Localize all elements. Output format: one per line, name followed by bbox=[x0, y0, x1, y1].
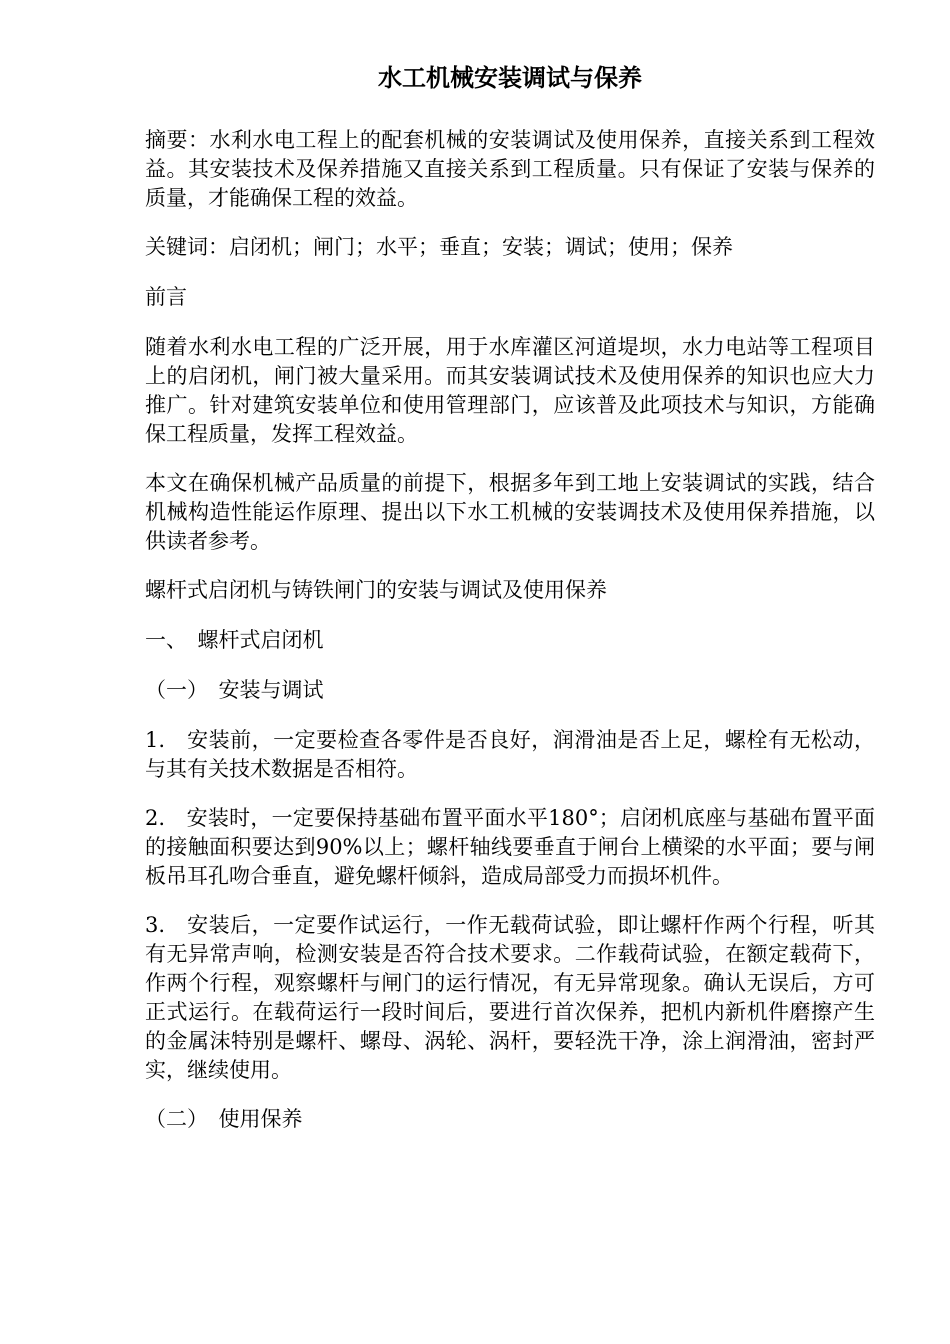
preface-paragraph-2: 本文在确保机械产品质量的前提下，根据多年到工地上安装调试的实践，结合机械构造性能运作原理、提出以下水工机械的安装调技术及使用保养措施，以供读者参考。 bbox=[145, 471, 875, 553]
list-item-3: 3. 安装后，一定要作试运行，一作无载荷试验，即让螺杆作两个行程，听其有无异常声响，检测安装是否符合技术要求。二作载荷试验，在额定载荷下，作两个行程，观察螺杆与闸门的运行情况，有无异常现象。确认无误后，方可正式运行。在载荷运行一段时间后，要进行首次保养，把机内新机件磨擦产生的金属沫特别是螺杆、螺母、涡轮、涡杆，要轻洗干净，涂上润滑油，密封严实，继续使用。 bbox=[145, 913, 875, 1082]
document-title: 水工机械安装调试与保养 bbox=[378, 64, 642, 92]
list-item-2: 2. 安装时，一定要保持基础布置平面水平180°；启闭机底座与基础布置平面的接触面积要达到90%以上；螺杆轴线要垂直于闸台上横梁的水平面；要与闸板吊耳孔吻合垂直，避免螺杆倾斜，造成局部受力而损坏机件。 bbox=[145, 806, 875, 888]
preface-paragraph-1: 随着水利水电工程的广泛开展，用于水库灌区河道堤坝，水力电站等工程项目上的启闭机，闸门被大量采用。而其安装调试技术及使用保养的知识也应大力推广。针对建筑安装单位和使用管理部门，应该普及此项技术与知识，方能确保工程质量，发挥工程效益。 bbox=[145, 335, 875, 446]
subsection-heading-2: （二） 使用保养 bbox=[145, 1107, 303, 1131]
list-item-1: 1. 安装前，一定要检查各零件是否良好，润滑油是否上足，螺栓有无松动，与其有关技术数据是否相符。 bbox=[145, 728, 875, 781]
subsection-heading-1: （一） 安装与调试 bbox=[145, 678, 324, 702]
section-title: 螺杆式启闭机与铸铁闸门的安装与调试及使用保养 bbox=[145, 578, 607, 602]
abstract-paragraph: 摘要：水利水电工程上的配套机械的安装调试及使用保养，直接关系到工程效益。其安装技术及保养措施又直接关系到工程质量。只有保证了安装与保养的质量，才能确保工程的效益。 bbox=[145, 128, 875, 210]
keywords-paragraph: 关键词：启闭机；闸门；水平；垂直；安装；调试；使用；保养 bbox=[145, 235, 733, 259]
section-heading-1: 一、 螺杆式启闭机 bbox=[145, 628, 324, 652]
preface-heading: 前言 bbox=[145, 285, 187, 309]
document-body bbox=[145, 126, 875, 1155]
